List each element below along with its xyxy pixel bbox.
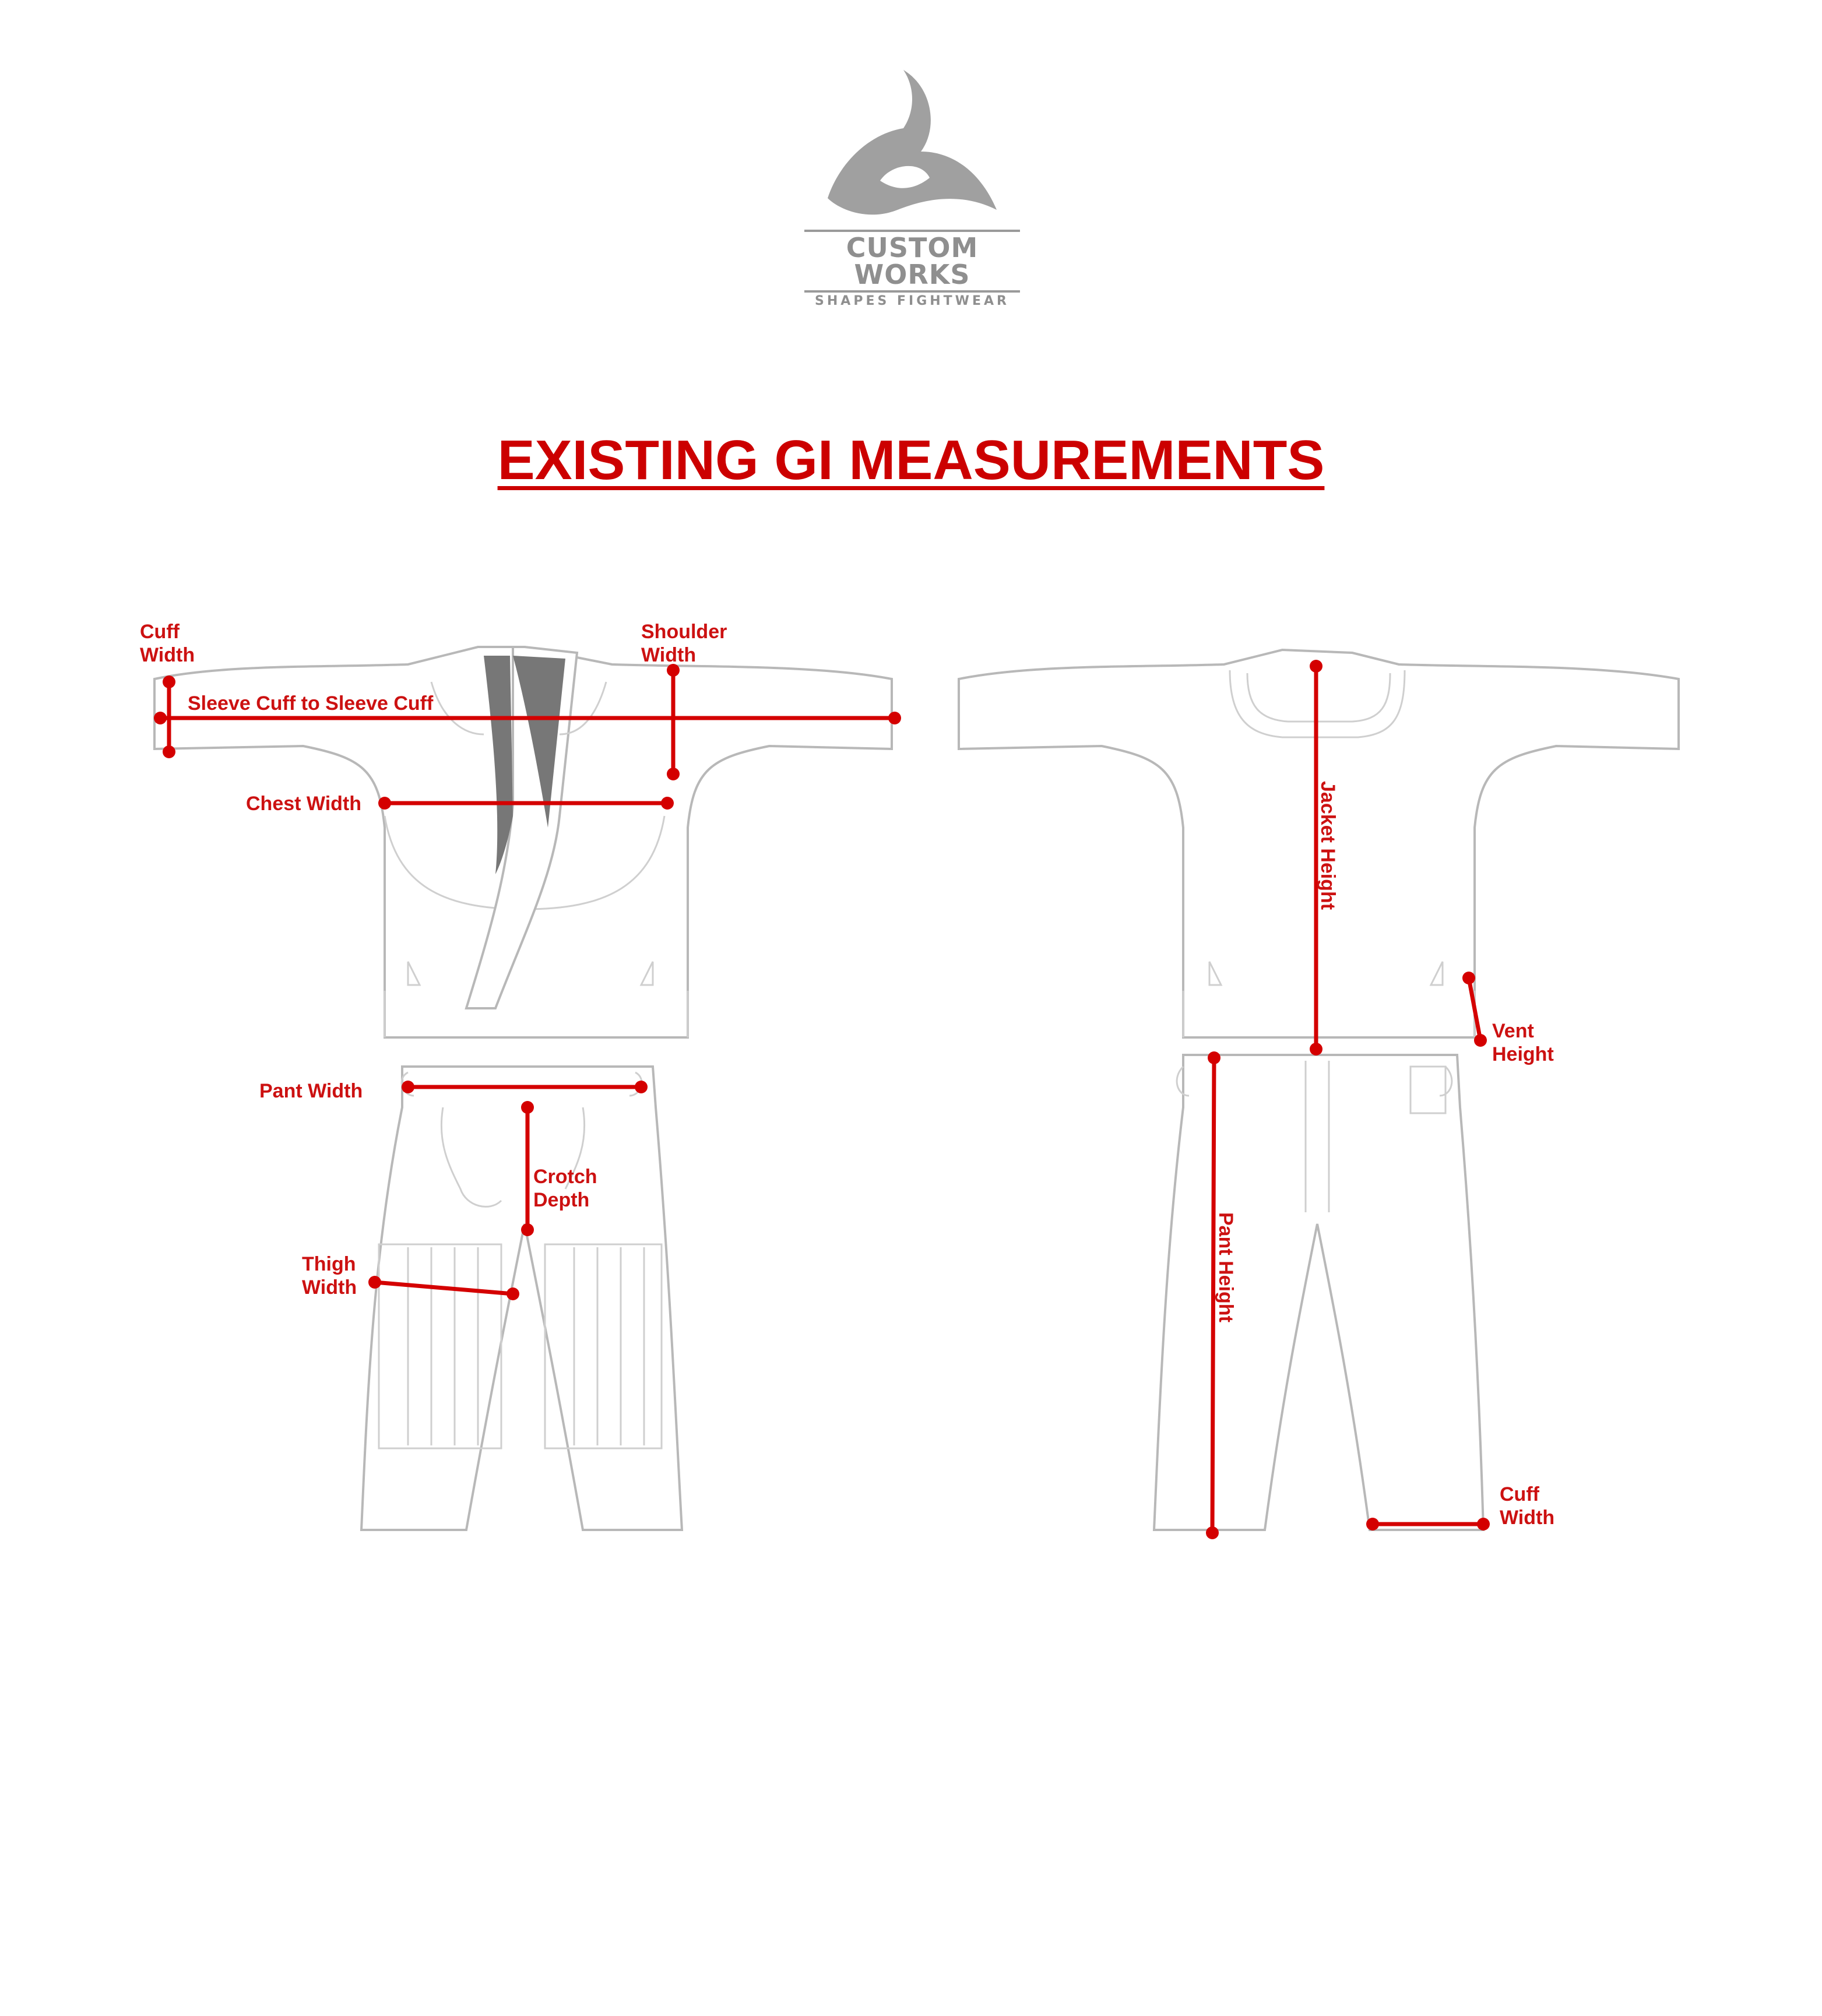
logo-line-custom: CUSTOM (846, 232, 979, 263)
jacket-height-start-dot (1310, 660, 1322, 673)
vent-height-start-dot (1462, 972, 1475, 984)
logo-tagline: SHAPES FIGHTWEAR (815, 294, 1010, 308)
pant-height-label: Pant Height (1215, 1212, 1237, 1322)
thigh-width-label-line1: Thigh (302, 1253, 356, 1275)
chest-width-start-dot (378, 797, 391, 810)
pant-width-label: Pant Width (259, 1080, 363, 1102)
pant-height-end-dot (1206, 1526, 1219, 1539)
thigh-width-label-line2: Width (302, 1276, 357, 1299)
thigh-width-start-dot (368, 1276, 381, 1289)
crotch-depth-end-dot (521, 1223, 534, 1236)
crotch-depth-label-line2: Depth (533, 1189, 590, 1211)
logo-line-works: WORKS (854, 259, 970, 290)
chest-width-end-dot (661, 797, 674, 810)
page-title: EXISTING GI MEASUREMENTS (497, 429, 1325, 491)
shoulder-width-label-line2: Width (641, 644, 697, 666)
vent-height-end-dot (1474, 1034, 1487, 1047)
jacket-height-end-dot (1310, 1043, 1322, 1056)
back-cuff-width-start-dot (1366, 1518, 1379, 1531)
sleeve-cuff-end-dot (888, 712, 901, 724)
crotch-depth-start-dot (521, 1101, 534, 1114)
front-cuff-width-end-dot (163, 745, 175, 758)
jacket-height-label: Jacket Height (1317, 781, 1339, 910)
back-pants-outline (1154, 1055, 1483, 1530)
pant-width-end-dot (635, 1081, 648, 1093)
front-cuff-width-start-dot (163, 675, 175, 688)
shoulder-width-label-line1: Shoulder (641, 621, 727, 643)
back-cuff-width-end-dot (1477, 1518, 1490, 1531)
shoulder-width-end-dot (667, 768, 680, 780)
chest-width-label: Chest Width (246, 793, 362, 815)
pant-width-start-dot (402, 1081, 414, 1093)
vent-height-label-line2: Height (1492, 1043, 1554, 1065)
pant-height-line (1212, 1058, 1214, 1533)
front-cuff-width-label-line2: Width (140, 644, 195, 666)
front-cuff-width-label-line1: Cuff (140, 621, 180, 643)
back-cuff-width-label-line2: Width (1500, 1507, 1555, 1529)
sleeve-cuff-label: Sleeve Cuff to Sleeve Cuff (188, 692, 434, 715)
vent-height-label-line1: Vent (1492, 1020, 1534, 1042)
front-pants-outline (361, 1067, 682, 1530)
crotch-depth-label-line1: Crotch (533, 1166, 597, 1188)
sleeve-cuff-start-dot (154, 712, 167, 724)
thigh-width-end-dot (506, 1287, 519, 1300)
back-cuff-width-label-line1: Cuff (1500, 1483, 1539, 1505)
pant-height-start-dot (1208, 1051, 1220, 1064)
